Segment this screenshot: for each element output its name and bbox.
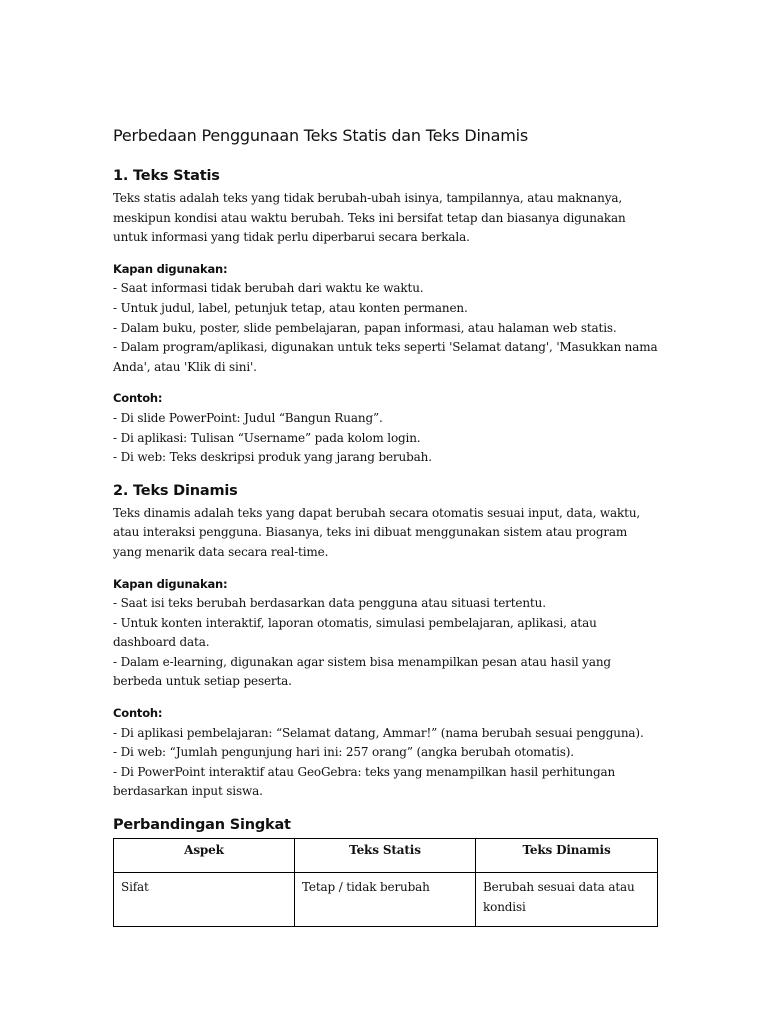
list-item: - Di slide PowerPoint: Judul “Bangun Ruang”. bbox=[113, 409, 658, 429]
table-cell: Berubah sesuai data atau kondisi bbox=[476, 873, 658, 927]
comparison-table bbox=[113, 838, 658, 927]
list-item: - Di PowerPoint interaktif atau GeoGebra: teks yang menampilkan hasil perhitungan berdasarkan input siswa. bbox=[113, 763, 658, 802]
list-item: - Untuk judul, label, petunjuk tetap, atau konten permanen. bbox=[113, 299, 658, 319]
example-label: Contoh: bbox=[113, 391, 163, 406]
list-item: - Dalam program/aplikasi, digunakan untuk teks seperti 'Selamat datang', 'Masukkan nama Anda', atau 'Klik di sini'. bbox=[113, 338, 658, 377]
example-list bbox=[113, 724, 658, 802]
table-header-cell: Teks Statis bbox=[295, 839, 476, 873]
example-list bbox=[113, 409, 658, 468]
document-title: Perbedaan Penggunaan Teks Statis dan Teks Dinamis bbox=[113, 126, 528, 145]
section-description: Teks statis adalah teks yang tidak berubah-ubah isinya, tampilannya, atau maknanya, meskipun kondisi atau waktu berubah. Teks ini bersifat tetap dan biasanya digunakan untuk informasi yang tidak perlu diperbarui secara berkala. bbox=[113, 191, 626, 245]
usage-list bbox=[113, 279, 658, 377]
list-item: - Di aplikasi pembelajaran: “Selamat datang, Ammar!” (nama berubah sesuai pengguna). bbox=[113, 724, 658, 744]
list-item: - Dalam buku, poster, slide pembelajaran, papan informasi, atau halaman web statis. bbox=[113, 319, 658, 339]
section-description: Teks dinamis adalah teks yang dapat berubah secara otomatis sesuai input, data, waktu, atau interaksi pengguna. Biasanya, teks ini dibuat menggunakan sistem atau program yang menarik data secara real-time. bbox=[113, 505, 641, 559]
section-heading: 1. Teks Statis bbox=[113, 168, 220, 184]
list-item: - Saat informasi tidak berubah dari waktu ke waktu. bbox=[113, 279, 658, 299]
document-page bbox=[113, 124, 658, 927]
comparison-heading: Perbandingan Singkat bbox=[113, 817, 291, 834]
list-item: - Saat isi teks berubah berdasarkan data pengguna atau situasi tertentu. bbox=[113, 594, 658, 614]
table-cell: Tetap / tidak berubah bbox=[295, 873, 476, 927]
table-header-cell: Teks Dinamis bbox=[476, 839, 658, 873]
table-cell: Sifat bbox=[114, 873, 295, 927]
table-header-cell: Aspek bbox=[114, 839, 295, 873]
list-item: - Di web: Teks deskripsi produk yang jarang berubah. bbox=[113, 448, 658, 468]
example-label: Contoh: bbox=[113, 706, 163, 721]
section-teks-dinamis bbox=[113, 480, 658, 802]
usage-label: Kapan digunakan: bbox=[113, 576, 228, 591]
table-header-row bbox=[114, 839, 658, 873]
list-item: - Di aplikasi: Tulisan “Username” pada kolom login. bbox=[113, 429, 658, 449]
section-heading: 2. Teks Dinamis bbox=[113, 482, 238, 499]
section-teks-statis bbox=[113, 165, 658, 468]
usage-list bbox=[113, 594, 658, 692]
list-item: - Di web: “Jumlah pengunjung hari ini: 257 orang” (angka berubah otomatis). bbox=[113, 743, 658, 763]
section-comparison bbox=[113, 814, 658, 927]
usage-label: Kapan digunakan: bbox=[113, 261, 228, 276]
table-row bbox=[114, 873, 658, 927]
list-item: - Untuk konten interaktif, laporan otomatis, simulasi pembelajaran, aplikasi, atau dashboard data. bbox=[113, 614, 658, 653]
list-item: - Dalam e-learning, digunakan agar sistem bisa menampilkan pesan atau hasil yang berbeda untuk setiap peserta. bbox=[113, 653, 658, 692]
